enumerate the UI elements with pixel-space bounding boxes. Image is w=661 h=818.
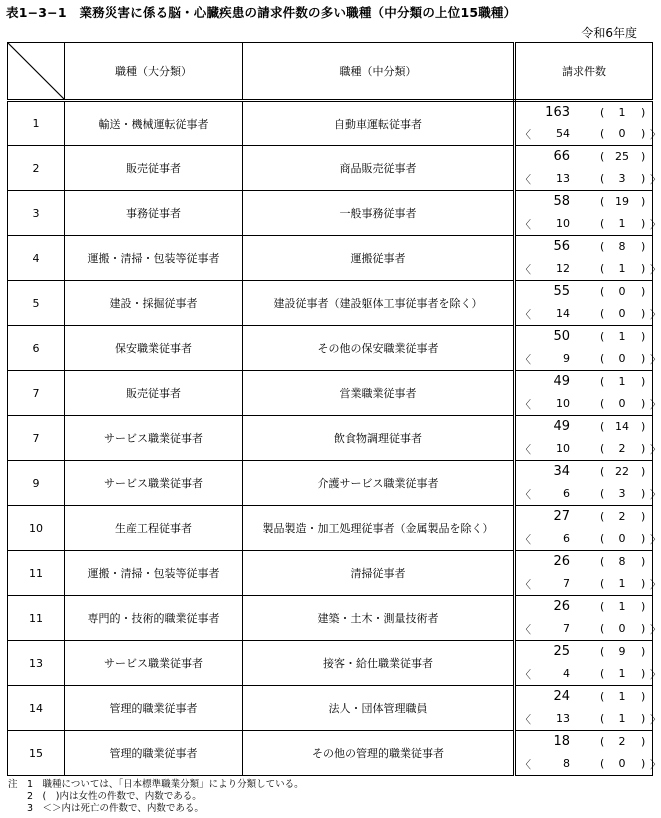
death-female-count-value: 0 xyxy=(618,307,626,320)
death-female-count-value: 0 xyxy=(618,622,626,635)
angle-open: 〈 xyxy=(520,218,531,231)
rank-cell: 7 xyxy=(8,371,65,416)
paren-close: ) xyxy=(641,510,646,523)
angle-open: 〈 xyxy=(520,443,531,456)
paren-open: ( xyxy=(600,217,605,230)
claim-count-cell xyxy=(515,281,661,326)
paren-close: ) xyxy=(641,420,646,433)
female-count-value: 2 xyxy=(618,735,626,748)
death-female-count-value: 0 xyxy=(618,352,626,365)
angle-open: 〈 xyxy=(520,488,531,501)
middle-category-cell: 製品製造・加工処理従事者（金属製品を除く） xyxy=(243,506,515,551)
paren-open: ( xyxy=(600,532,605,545)
rank-cell: 11 xyxy=(8,596,65,641)
rank-cell: 1 xyxy=(8,101,65,146)
paren-open: ( xyxy=(600,172,605,185)
death-female-count-value: 0 xyxy=(618,397,626,410)
death-female-count-value: 1 xyxy=(618,712,626,725)
death-female-count-value: 1 xyxy=(618,217,626,230)
female-count-value: 25 xyxy=(615,150,629,163)
claim-count-line xyxy=(516,554,652,572)
death-count-value: 54 xyxy=(556,127,570,140)
paren-open: ( xyxy=(600,555,605,568)
major-category-cell: 管理的職業従事者 xyxy=(65,686,243,731)
middle-category-cell: 営業職業従事者 xyxy=(243,371,515,416)
claim-count-value: 25 xyxy=(553,644,570,659)
major-category-cell: 生産工程従事者 xyxy=(65,506,243,551)
claim-count-cell xyxy=(515,596,661,641)
angle-close: 〉 xyxy=(650,173,661,186)
major-category-cell: 販売従事者 xyxy=(65,146,243,191)
table-row xyxy=(8,551,653,596)
claim-count-value: 26 xyxy=(553,554,570,569)
angle-close: 〉 xyxy=(650,713,661,726)
paren-close: ) xyxy=(641,532,646,545)
paren-open: ( xyxy=(600,352,605,365)
paren-open: ( xyxy=(600,375,605,388)
major-category-cell: サービス職業従事者 xyxy=(65,416,243,461)
major-category-cell: 販売従事者 xyxy=(65,371,243,416)
angle-close: 〉 xyxy=(650,398,661,411)
paren-close: ) xyxy=(641,106,646,119)
claim-count-value: 18 xyxy=(553,734,570,749)
death-count-line xyxy=(516,711,661,727)
middle-category-cell: 自動車運転従事者 xyxy=(243,101,515,146)
table-title: 表1−3−1 業務災害に係る脳・心臓疾患の請求件数の多い職種（中分類の上位15職種） xyxy=(6,5,517,20)
death-count-line xyxy=(516,171,661,187)
female-count-value: 1 xyxy=(618,330,626,343)
paren-close: ) xyxy=(641,375,646,388)
table-row xyxy=(8,686,653,731)
claim-count-value: 163 xyxy=(545,105,570,120)
death-count-value: 12 xyxy=(556,262,570,275)
paren-close: ) xyxy=(641,285,646,298)
angle-open: 〈 xyxy=(520,263,531,276)
major-category-cell: 運搬・清掃・包装等従事者 xyxy=(65,236,243,281)
middle-category-cell: 接客・給仕職業従事者 xyxy=(243,641,515,686)
angle-close: 〉 xyxy=(650,443,661,456)
paren-open: ( xyxy=(600,442,605,455)
claim-count-line xyxy=(516,734,652,752)
rank-cell: 13 xyxy=(8,641,65,686)
death-female-count-value: 2 xyxy=(618,442,626,455)
death-count-value: 7 xyxy=(563,577,570,590)
claim-count-cell xyxy=(515,641,661,686)
claim-count-cell xyxy=(515,146,661,191)
paren-open: ( xyxy=(600,397,605,410)
middle-category-cell: 運搬従事者 xyxy=(243,236,515,281)
angle-open: 〈 xyxy=(520,623,531,636)
paren-close: ) xyxy=(641,712,646,725)
claim-count-line xyxy=(516,689,652,707)
paren-open: ( xyxy=(600,645,605,658)
angle-close: 〉 xyxy=(650,623,661,636)
angle-open: 〈 xyxy=(520,353,531,366)
header-middle-category: 職種（中分類） xyxy=(243,43,515,101)
angle-close: 〉 xyxy=(650,263,661,276)
claim-count-cell xyxy=(515,551,661,596)
paren-open: ( xyxy=(600,577,605,590)
table-row xyxy=(8,506,653,551)
female-count-value: 0 xyxy=(618,285,626,298)
middle-category-cell: 清掃従事者 xyxy=(243,551,515,596)
female-count-value: 8 xyxy=(618,240,626,253)
claim-count-value: 58 xyxy=(553,194,570,209)
claim-count-cell xyxy=(515,236,661,281)
paren-close: ) xyxy=(641,397,646,410)
paren-open: ( xyxy=(600,465,605,478)
table-row xyxy=(8,731,653,776)
middle-category-cell: その他の保安職業従事者 xyxy=(243,326,515,371)
middle-category-cell: 一般事務従事者 xyxy=(243,191,515,236)
diagonal-line xyxy=(8,43,64,99)
claims-table xyxy=(7,42,661,776)
middle-category-cell: 建設従事者（建設躯体工事従事者を除く） xyxy=(243,281,515,326)
female-count-value: 22 xyxy=(615,465,629,478)
rank-cell: 4 xyxy=(8,236,65,281)
angle-open: 〈 xyxy=(520,668,531,681)
claim-count-line xyxy=(516,239,652,257)
death-count-line xyxy=(516,306,661,322)
death-female-count-value: 0 xyxy=(618,127,626,140)
paren-open: ( xyxy=(600,285,605,298)
claim-count-line xyxy=(516,194,652,212)
death-count-line xyxy=(516,216,661,232)
paren-close: ) xyxy=(641,667,646,680)
death-count-line xyxy=(516,621,661,637)
death-count-value: 14 xyxy=(556,307,570,320)
female-count-value: 1 xyxy=(618,106,626,119)
angle-open: 〈 xyxy=(520,578,531,591)
claim-count-cell xyxy=(515,371,661,416)
death-count-line xyxy=(516,486,661,502)
angle-close: 〉 xyxy=(650,758,661,771)
paren-close: ) xyxy=(641,757,646,770)
paren-close: ) xyxy=(641,307,646,320)
death-count-line xyxy=(516,126,661,142)
table-body xyxy=(8,101,661,776)
claim-count-cell xyxy=(515,506,661,551)
angle-close: 〉 xyxy=(650,668,661,681)
angle-open: 〈 xyxy=(520,758,531,771)
angle-open: 〈 xyxy=(520,533,531,546)
claim-count-value: 56 xyxy=(553,239,570,254)
claim-count-line xyxy=(516,509,652,527)
paren-close: ) xyxy=(641,172,646,185)
paren-close: ) xyxy=(641,690,646,703)
table-row xyxy=(8,371,653,416)
claim-count-cell xyxy=(515,101,661,146)
paren-open: ( xyxy=(600,735,605,748)
paren-close: ) xyxy=(641,330,646,343)
claim-count-line xyxy=(516,599,652,617)
paren-close: ) xyxy=(641,465,646,478)
rank-cell: 10 xyxy=(8,506,65,551)
claim-count-line xyxy=(516,374,652,392)
death-count-line xyxy=(516,396,661,412)
paren-close: ) xyxy=(641,262,646,275)
death-female-count-value: 3 xyxy=(618,487,626,500)
table-row xyxy=(8,596,653,641)
angle-close: 〉 xyxy=(650,218,661,231)
claim-count-cell xyxy=(515,461,661,506)
claim-count-value: 55 xyxy=(553,284,570,299)
major-category-cell: 事務従事者 xyxy=(65,191,243,236)
death-female-count-value: 3 xyxy=(618,172,626,185)
claim-count-line xyxy=(516,105,652,123)
rank-cell: 14 xyxy=(8,686,65,731)
claim-count-value: 27 xyxy=(553,509,570,524)
paren-close: ) xyxy=(641,195,646,208)
rank-cell: 7 xyxy=(8,416,65,461)
paren-close: ) xyxy=(641,240,646,253)
middle-category-cell: 建築・土木・測量技術者 xyxy=(243,596,515,641)
footnotes xyxy=(8,779,304,815)
footnote-1: 注 1 職種については、「日本標準職業分類」により分類している。 xyxy=(8,779,304,790)
major-category-cell: サービス職業従事者 xyxy=(65,461,243,506)
table-row xyxy=(8,281,653,326)
female-count-value: 1 xyxy=(618,600,626,613)
claim-count-line xyxy=(516,284,652,302)
major-category-cell: 輸送・機械運転従事者 xyxy=(65,101,243,146)
angle-close: 〉 xyxy=(650,308,661,321)
death-count-line xyxy=(516,351,661,367)
angle-open: 〈 xyxy=(520,398,531,411)
major-category-cell: 専門的・技術的職業従事者 xyxy=(65,596,243,641)
header-diagonal-cell xyxy=(8,43,65,101)
paren-open: ( xyxy=(600,106,605,119)
rank-cell: 9 xyxy=(8,461,65,506)
female-count-value: 14 xyxy=(615,420,629,433)
rank-cell: 15 xyxy=(8,731,65,776)
female-count-value: 8 xyxy=(618,555,626,568)
death-female-count-value: 1 xyxy=(618,262,626,275)
death-count-line xyxy=(516,261,661,277)
paren-close: ) xyxy=(641,600,646,613)
death-count-value: 13 xyxy=(556,712,570,725)
header-claim-count: 請求件数 xyxy=(515,43,653,101)
table-row xyxy=(8,101,653,146)
angle-open: 〈 xyxy=(520,128,531,141)
angle-close: 〉 xyxy=(650,128,661,141)
claim-count-value: 49 xyxy=(553,419,570,434)
death-count-value: 6 xyxy=(563,487,570,500)
claim-count-value: 26 xyxy=(553,599,570,614)
death-count-value: 10 xyxy=(556,217,570,230)
claim-count-line xyxy=(516,464,652,482)
paren-open: ( xyxy=(600,240,605,253)
angle-close: 〉 xyxy=(650,533,661,546)
paren-close: ) xyxy=(641,217,646,230)
paren-open: ( xyxy=(600,420,605,433)
major-category-cell: 保安職業従事者 xyxy=(65,326,243,371)
paren-close: ) xyxy=(641,735,646,748)
angle-open: 〈 xyxy=(520,308,531,321)
rank-cell: 11 xyxy=(8,551,65,596)
death-count-value: 4 xyxy=(563,667,570,680)
claim-count-value: 50 xyxy=(553,329,570,344)
death-count-value: 6 xyxy=(563,532,570,545)
angle-close: 〉 xyxy=(650,488,661,501)
paren-open: ( xyxy=(600,150,605,163)
paren-open: ( xyxy=(600,510,605,523)
claim-count-line xyxy=(516,644,652,662)
table-row xyxy=(8,326,653,371)
paren-open: ( xyxy=(600,127,605,140)
rank-cell: 3 xyxy=(8,191,65,236)
paren-open: ( xyxy=(600,690,605,703)
claim-count-line xyxy=(516,329,652,347)
major-category-cell: 運搬・清掃・包装等従事者 xyxy=(65,551,243,596)
death-count-value: 7 xyxy=(563,622,570,635)
claim-count-value: 34 xyxy=(553,464,570,479)
table-row xyxy=(8,236,653,281)
major-category-cell: サービス職業従事者 xyxy=(65,641,243,686)
header-major-category: 職種（大分類） xyxy=(65,43,243,101)
claim-count-line xyxy=(516,149,652,167)
paren-close: ) xyxy=(641,150,646,163)
table-row xyxy=(8,191,653,236)
female-count-value: 9 xyxy=(618,645,626,658)
paren-open: ( xyxy=(600,195,605,208)
paren-open: ( xyxy=(600,330,605,343)
table-row xyxy=(8,641,653,686)
paren-open: ( xyxy=(600,262,605,275)
death-count-value: 10 xyxy=(556,397,570,410)
female-count-value: 1 xyxy=(618,690,626,703)
table-row xyxy=(8,416,653,461)
middle-category-cell: 法人・団体管理職員 xyxy=(243,686,515,731)
death-count-line xyxy=(516,531,661,547)
footnote-3: 3 ＜＞内は死亡の件数で、内数である。 xyxy=(8,803,204,814)
paren-close: ) xyxy=(641,127,646,140)
death-female-count-value: 0 xyxy=(618,532,626,545)
angle-open: 〈 xyxy=(520,713,531,726)
claim-count-value: 66 xyxy=(553,149,570,164)
table-row xyxy=(8,461,653,506)
paren-open: ( xyxy=(600,307,605,320)
claim-count-cell xyxy=(515,191,661,236)
paren-close: ) xyxy=(641,442,646,455)
death-count-value: 9 xyxy=(563,352,570,365)
paren-open: ( xyxy=(600,600,605,613)
death-count-line xyxy=(516,576,661,592)
claim-count-cell xyxy=(515,326,661,371)
claim-count-line xyxy=(516,419,652,437)
female-count-value: 1 xyxy=(618,375,626,388)
death-count-value: 8 xyxy=(563,757,570,770)
rank-cell: 6 xyxy=(8,326,65,371)
rank-cell: 5 xyxy=(8,281,65,326)
paren-open: ( xyxy=(600,667,605,680)
death-female-count-value: 1 xyxy=(618,577,626,590)
middle-category-cell: 介護サービス職業従事者 xyxy=(243,461,515,506)
paren-close: ) xyxy=(641,487,646,500)
header-row xyxy=(8,43,653,101)
middle-category-cell: 飲食物調理従事者 xyxy=(243,416,515,461)
footnote-2: 2 ( )内は女性の件数で、内数である。 xyxy=(8,791,202,802)
paren-close: ) xyxy=(641,352,646,365)
female-count-value: 2 xyxy=(618,510,626,523)
angle-open: 〈 xyxy=(520,173,531,186)
death-count-line xyxy=(516,756,661,772)
angle-close: 〉 xyxy=(650,578,661,591)
claim-count-value: 24 xyxy=(553,689,570,704)
death-count-value: 10 xyxy=(556,442,570,455)
major-category-cell: 建設・採掘従事者 xyxy=(65,281,243,326)
paren-close: ) xyxy=(641,577,646,590)
claim-count-value: 49 xyxy=(553,374,570,389)
claim-count-cell xyxy=(515,416,661,461)
female-count-value: 19 xyxy=(615,195,629,208)
paren-open: ( xyxy=(600,712,605,725)
paren-close: ) xyxy=(641,622,646,635)
table-row xyxy=(8,146,653,191)
claim-count-cell xyxy=(515,686,661,731)
middle-category-cell: 商品販売従事者 xyxy=(243,146,515,191)
major-category-cell: 管理的職業従事者 xyxy=(65,731,243,776)
paren-open: ( xyxy=(600,757,605,770)
death-count-line xyxy=(516,666,661,682)
paren-open: ( xyxy=(600,622,605,635)
fiscal-year-label: 令和6年度 xyxy=(581,26,637,40)
paren-close: ) xyxy=(641,645,646,658)
claim-count-cell xyxy=(515,731,661,776)
death-count-line xyxy=(516,441,661,457)
death-female-count-value: 0 xyxy=(618,757,626,770)
rank-cell: 2 xyxy=(8,146,65,191)
angle-close: 〉 xyxy=(650,353,661,366)
middle-category-cell: その他の管理的職業従事者 xyxy=(243,731,515,776)
death-count-value: 13 xyxy=(556,172,570,185)
paren-close: ) xyxy=(641,555,646,568)
death-female-count-value: 1 xyxy=(618,667,626,680)
paren-open: ( xyxy=(600,487,605,500)
